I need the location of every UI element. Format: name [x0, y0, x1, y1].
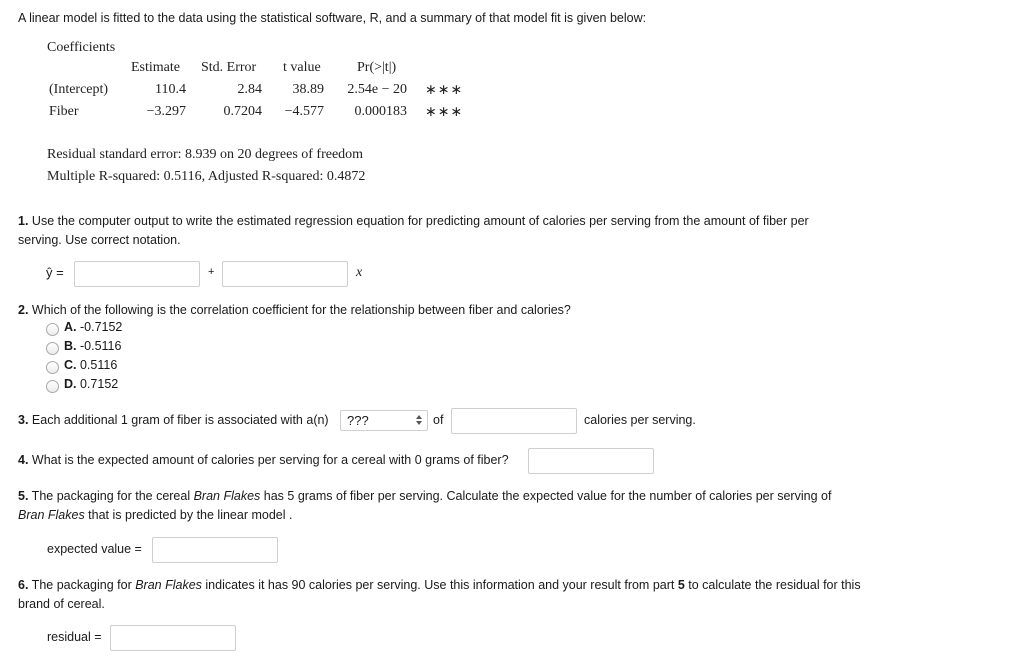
- question-number: 3.: [18, 413, 29, 427]
- part-reference: 5: [677, 578, 685, 592]
- row-name: Fiber: [49, 104, 79, 119]
- std-error-value: 2.84: [237, 82, 262, 97]
- question-number: 6.: [18, 578, 29, 592]
- question-text: The packaging for: [28, 578, 136, 592]
- brand-name: Bran Flakes: [135, 578, 202, 592]
- option-value: -0.5116: [79, 339, 122, 353]
- select-value: ???: [347, 413, 369, 428]
- question-4: [18, 451, 509, 470]
- direction-select[interactable]: [340, 410, 428, 431]
- r-squared-text: Multiple R-squared: 0.5116, Adjusted R-squared: 0.4872: [47, 169, 366, 184]
- col-p-value: Pr(>|t|): [357, 60, 397, 75]
- option-letter: A.: [64, 320, 77, 334]
- question-text: Use the computer output to write the estimated regression equation for predicting amount of calories per serving from the amount of fiber per serving. Use correct notation.: [18, 214, 809, 247]
- calories-change-input[interactable]: [451, 408, 577, 434]
- radio-button[interactable]: [46, 342, 59, 355]
- question-text: Each additional 1 gram of fiber is associated with a(n): [28, 413, 329, 427]
- t-value: 38.89: [292, 82, 324, 97]
- question-1: [18, 212, 848, 250]
- radio-button[interactable]: [46, 380, 59, 393]
- of-label: of: [433, 413, 444, 427]
- question-text: What is the expected amount of calories per serving for a cereal with 0 grams of fiber?: [28, 453, 509, 467]
- question-6: [18, 576, 868, 614]
- brand-name: Bran Flakes: [18, 508, 85, 522]
- p-value: 0.000183: [354, 104, 407, 119]
- col-t-value: t value: [283, 60, 321, 75]
- coefficients-heading: Coefficients: [47, 40, 116, 55]
- question-number: 5.: [18, 489, 29, 503]
- t-value: −4.577: [284, 104, 324, 119]
- plus-sign: +: [208, 266, 215, 278]
- question-text: Which of the following is the correlation coefficient for the relationship between fiber and calories?: [28, 303, 571, 317]
- estimate-value: 110.4: [155, 82, 186, 97]
- option-letter: C.: [64, 358, 77, 372]
- estimate-value: −3.297: [146, 104, 186, 119]
- residual-input[interactable]: [110, 625, 236, 651]
- updown-arrow-icon: [415, 412, 423, 428]
- radio-button[interactable]: [46, 361, 59, 374]
- question-text: has 5 grams of fiber per serving. Calculate the expected value for the number of calories per serving of: [260, 489, 832, 503]
- col-std-error: Std. Error: [201, 60, 257, 75]
- option-letter: D.: [64, 377, 77, 391]
- signif-stars: ∗∗∗: [425, 105, 464, 120]
- yhat-label: ŷ =: [46, 265, 64, 280]
- question-3: [18, 411, 329, 430]
- residual-se-text: Residual standard error: 8.939 on 20 degrees of freedom: [47, 147, 364, 162]
- col-estimate: Estimate: [131, 60, 180, 75]
- x-variable: x: [356, 265, 363, 280]
- question-number: 4.: [18, 453, 29, 467]
- brand-name: Bran Flakes: [193, 489, 261, 503]
- signif-stars: ∗∗∗: [425, 83, 464, 98]
- slope-input[interactable]: [222, 261, 348, 287]
- intercept-input[interactable]: [74, 261, 200, 287]
- residual-label: residual =: [47, 630, 102, 644]
- question-5: [18, 487, 858, 525]
- question-number: 1.: [18, 214, 29, 228]
- option-value: 0.7152: [79, 377, 119, 391]
- question-text: The packaging for the cereal: [28, 489, 194, 503]
- calories-suffix: calories per serving.: [584, 413, 696, 427]
- expected-value-input[interactable]: [152, 537, 278, 563]
- p-value: 2.54e − 20: [347, 82, 407, 97]
- intro-text: A linear model is fitted to the data using the statistical software, R, and a summary of that model fit is given below:: [18, 11, 647, 25]
- question-text: that is predicted by the linear model .: [84, 508, 293, 522]
- row-name: (Intercept): [49, 82, 109, 97]
- question-number: 2.: [18, 303, 29, 317]
- std-error-value: 0.7204: [223, 104, 262, 119]
- question-2: [18, 301, 571, 320]
- zero-fiber-input[interactable]: [528, 448, 654, 474]
- option-value: -0.7152: [79, 320, 123, 334]
- question-text: indicates it has 90 calories per serving. Use this information and your result from part: [201, 578, 678, 592]
- question-text: to calculate the residual for this brand of cereal.: [18, 578, 861, 611]
- option-letter: B.: [64, 339, 77, 353]
- option-value: 0.5116: [79, 358, 118, 372]
- expected-value-label: expected value =: [47, 542, 142, 556]
- radio-button[interactable]: [46, 323, 59, 336]
